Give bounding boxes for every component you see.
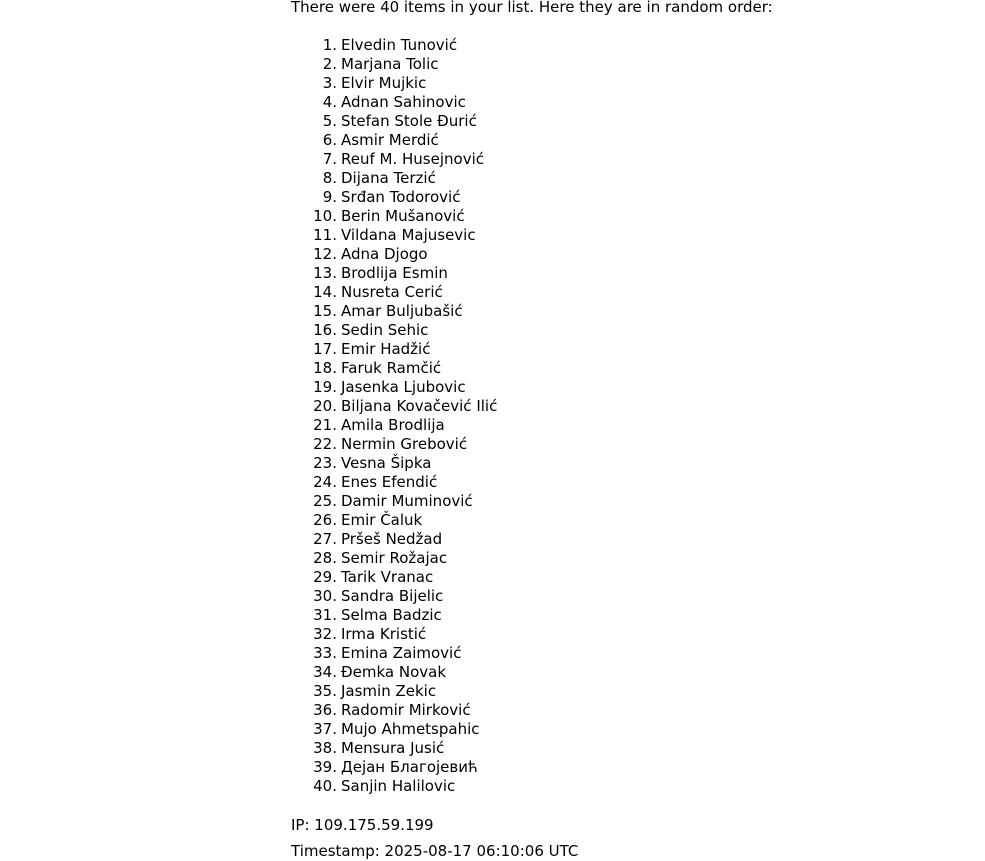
list-item-number: 30. — [313, 587, 337, 605]
list-item-name: Amar Buljubašić — [341, 302, 463, 320]
list-item-name: Emir Čaluk — [341, 511, 423, 529]
list-item-number: 8. — [322, 169, 337, 187]
list-item-number: 33. — [313, 644, 337, 662]
list-item-name: Radomir Mirković — [341, 701, 471, 719]
list-item-name: Sanjin Halilovic — [341, 777, 456, 795]
list-item-number: 19. — [313, 378, 337, 396]
list-item-name: Biljana Kovačević Ilić — [341, 397, 498, 415]
list-item-name: Damir Muminović — [341, 492, 473, 510]
list-item-number: 9. — [322, 188, 337, 206]
list-item-number: 18. — [313, 359, 337, 377]
list-item-number: 6. — [322, 131, 337, 149]
list-item-number: 20. — [313, 397, 337, 415]
list-item — [291, 720, 891, 739]
list-item — [291, 777, 891, 796]
list-item-number: 26. — [313, 511, 337, 529]
list-item-number: 13. — [313, 264, 337, 282]
list-item — [291, 625, 891, 644]
list-item-number: 7. — [322, 150, 337, 168]
list-item — [291, 169, 891, 188]
list-item — [291, 131, 891, 150]
list-item-name: Srđan Todorović — [341, 188, 461, 206]
list-item-number: 32. — [313, 625, 337, 643]
list-item-number: 21. — [313, 416, 337, 434]
list-item — [291, 188, 891, 207]
list-item — [291, 549, 891, 568]
list-item-name: Amila Brodlija — [341, 416, 445, 434]
list-item — [291, 492, 891, 511]
list-item — [291, 663, 891, 682]
list-item — [291, 207, 891, 226]
list-item-name: Jasmin Zekic — [341, 682, 437, 700]
list-item — [291, 530, 891, 549]
timestamp: Timestamp: 2025-08-17 06:10:06 UTC — [291, 842, 579, 860]
list-item — [291, 245, 891, 264]
list-item — [291, 93, 891, 112]
list-item-number: 10. — [313, 207, 337, 225]
list-item-number: 22. — [313, 435, 337, 453]
list-item — [291, 359, 891, 378]
list-item — [291, 397, 891, 416]
list-item-number: 29. — [313, 568, 337, 586]
list-item-number: 38. — [313, 739, 337, 757]
list-item-name: Adnan Sahinovic — [341, 93, 466, 111]
list-item-name: Tarik Vranac — [341, 568, 434, 586]
list-item-name: Asmir Merdić — [341, 131, 439, 149]
list-item-name: Selma Badzic — [341, 606, 442, 624]
list-item-name: Mujo Ahmetspahic — [341, 720, 480, 738]
list-item-name: Sedin Sehic — [341, 321, 429, 339]
list-item-name: Dijana Terzić — [341, 169, 436, 187]
list-item-name: Enes Efendić — [341, 473, 438, 491]
list-item-name: Vesna Šipka — [341, 454, 432, 472]
list-item-number: 12. — [313, 245, 337, 263]
list-item-number: 40. — [313, 777, 337, 795]
list-item-name: Adna Djogo — [341, 245, 428, 263]
list-item-number: 24. — [313, 473, 337, 491]
list-item-number: 35. — [313, 682, 337, 700]
list-item — [291, 511, 891, 530]
intro-text: There were 40 items in your list. Here they are in random order: — [291, 0, 773, 16]
list-item-number: 23. — [313, 454, 337, 472]
list-item-number: 36. — [313, 701, 337, 719]
list-item-number: 2. — [322, 55, 337, 73]
list-item — [291, 55, 891, 74]
list-item-number: 37. — [313, 720, 337, 738]
list-item-name: Semir Rožajac — [341, 549, 448, 567]
list-item — [291, 36, 891, 55]
list-item-name: Marjana Tolic — [341, 55, 439, 73]
list-item — [291, 378, 891, 397]
list-item-number: 15. — [313, 302, 337, 320]
list-item — [291, 606, 891, 625]
list-item-name: Brodlija Esmin — [341, 264, 448, 282]
list-item-number: 28. — [313, 549, 337, 567]
list-item — [291, 739, 891, 758]
list-item-number: 27. — [313, 530, 337, 548]
list-item-number: 3. — [322, 74, 337, 92]
list-item — [291, 340, 891, 359]
list-item — [291, 150, 891, 169]
list-item — [291, 112, 891, 131]
list-item-name: Berin Mušanović — [341, 207, 465, 225]
list-item-name: Emina Zaimović — [341, 644, 462, 662]
list-item-number: 39. — [313, 758, 337, 776]
list-item-name: Pršeš Nedžad — [341, 530, 443, 548]
list-item-name: Đemka Novak — [341, 663, 446, 681]
result-content — [291, 0, 891, 861]
list-item-number: 17. — [313, 340, 337, 358]
list-item — [291, 302, 891, 321]
randomized-list — [291, 36, 891, 796]
list-item — [291, 454, 891, 473]
list-item-name: Nusreta Cerić — [341, 283, 443, 301]
list-item-name: Дејан Благојевић — [341, 758, 478, 776]
list-item-name: Emir Hadžić — [341, 340, 431, 358]
list-item — [291, 473, 891, 492]
list-item-number: 14. — [313, 283, 337, 301]
list-item-name: Faruk Ramčić — [341, 359, 442, 377]
list-item — [291, 264, 891, 283]
list-item — [291, 568, 891, 587]
list-item — [291, 226, 891, 245]
list-item-name: Irma Kristić — [341, 625, 427, 643]
list-item-name: Vildana Majusevic — [341, 226, 476, 244]
list-item-number: 1. — [322, 36, 337, 54]
list-item-number: 11. — [313, 226, 337, 244]
list-item — [291, 587, 891, 606]
list-item-name: Elvir Mujkic — [341, 74, 427, 92]
list-item-name: Elvedin Tunović — [341, 36, 458, 54]
list-item-name: Reuf M. Husejnović — [341, 150, 484, 168]
list-item — [291, 74, 891, 93]
list-item-name: Sandra Bijelic — [341, 587, 444, 605]
list-item-name: Mensura Jusić — [341, 739, 445, 757]
list-item — [291, 283, 891, 302]
list-item-number: 4. — [322, 93, 337, 111]
ip-address: IP: 109.175.59.199 — [291, 816, 434, 834]
list-item-number: 16. — [313, 321, 337, 339]
list-item-number: 31. — [313, 606, 337, 624]
list-item — [291, 701, 891, 720]
list-item — [291, 682, 891, 701]
list-item-name: Nermin Grebović — [341, 435, 468, 453]
list-item — [291, 758, 891, 777]
list-item-number: 25. — [313, 492, 337, 510]
list-item — [291, 644, 891, 663]
list-item-number: 34. — [313, 663, 337, 681]
list-item — [291, 321, 891, 340]
list-item-name: Jasenka Ljubovic — [341, 378, 466, 396]
list-item-number: 5. — [322, 112, 337, 130]
list-item-name: Stefan Stole Đurić — [341, 112, 477, 130]
list-item — [291, 416, 891, 435]
list-item — [291, 435, 891, 454]
